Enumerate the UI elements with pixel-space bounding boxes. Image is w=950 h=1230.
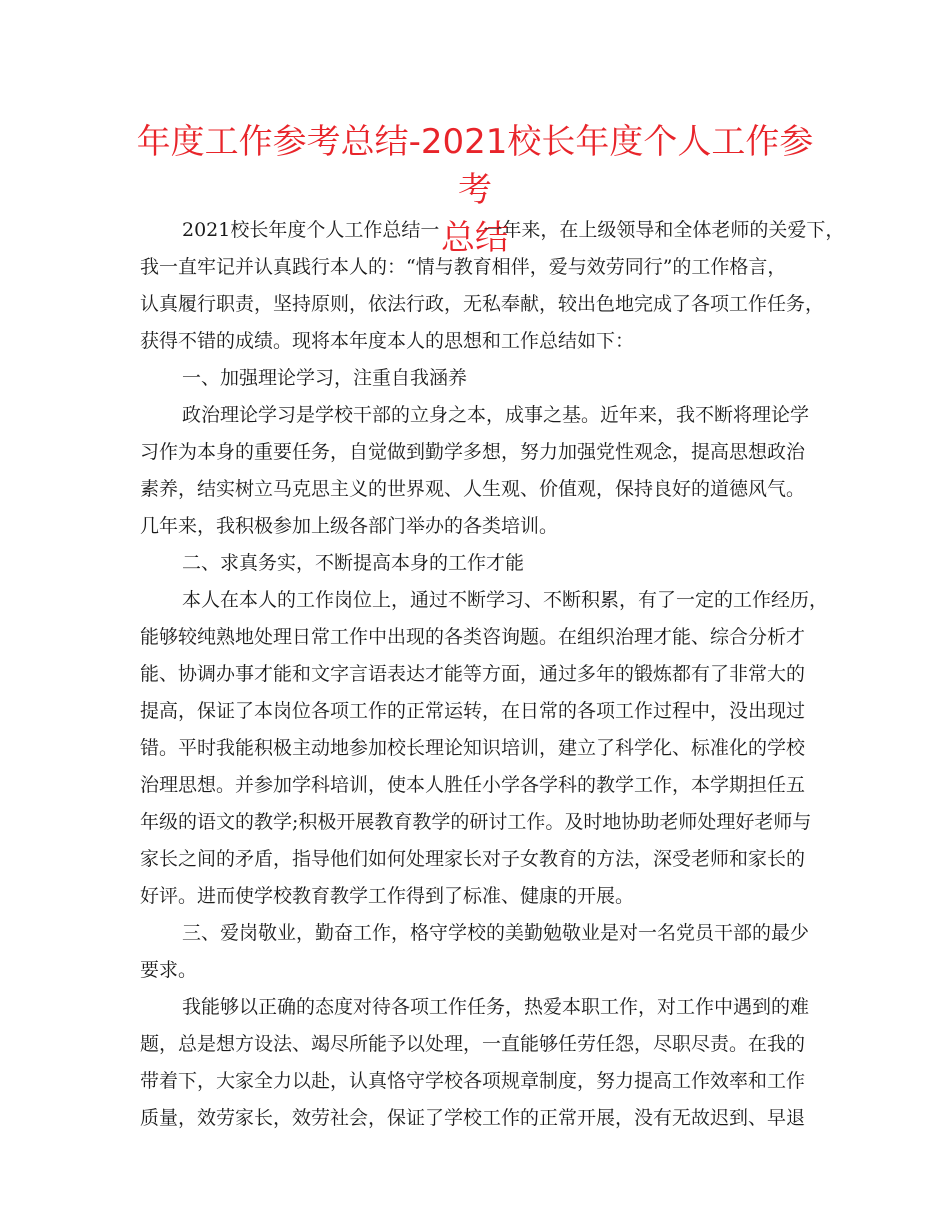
- section-heading: 一、加强理论学习，注重自我涵养: [182, 367, 468, 389]
- body-line: 习作为本身的重要任务，自觉做到勤学多想，努力加强党性观念，提高思想政治: [140, 441, 806, 463]
- title-line-1: 年度工作参考总结-2021校长年度个人工作参考: [136, 122, 814, 210]
- body-line-part: 2021校长年度个人工作总结一: [182, 219, 440, 241]
- body-line: 要求。: [140, 959, 198, 981]
- body-line: 我能够以正确的态度对待各项工作任务，热爱本职工作，对工作中遇到的难: [182, 996, 810, 1018]
- body-line: 好评。进而使学校教育教学工作得到了标准、健康的开展。: [140, 885, 635, 907]
- body-line: 能、协调办事才能和文字言语表达才能等方面，通过多年的锻炼都有了非常大的: [140, 663, 806, 685]
- section-heading: 二、求真务实，不断提高本身的工作才能: [182, 552, 525, 574]
- body-line: 提高，保证了本岗位各项工作的正常运转，在日常的各项工作过程中，没出现过: [140, 700, 806, 722]
- body-line: 题，总是想方设法、竭尽所能予以处理，一直能够任劳任怨，尽职尽责。在我的: [140, 1033, 806, 1055]
- body-line: 认真履行职责，坚持原则，依法行政，无私奉献，较出色地完成了各项工作任务，: [140, 293, 825, 315]
- section-heading: 三、爱岗敬业，勤奋工作，格守学校的美勤勉敬业是对一名党员干部的最少: [182, 922, 810, 944]
- body-line: 政治理论学习是学校干部的立身之本，成事之基。近年来，我不断将理论学: [182, 404, 810, 426]
- body-line: [140, 212, 845, 249]
- body-line: 家长之间的矛盾，指导他们如何处理家长对子女教育的方法，深受老师和家长的: [140, 848, 806, 870]
- body-line-part: 一年来，在上级领导和全体老师的关爱下，: [483, 219, 845, 241]
- body-line: 素养，结实树立马克思主义的世界观、人生观、价值观，保持良好的道德风气。: [140, 478, 806, 500]
- title-line-2: 总结: [441, 218, 509, 258]
- body-line: 年级的语文的教学;积极开展教育教学的研讨工作。及时地协助老师处理好老师与: [140, 811, 812, 833]
- body-line: 质量，效劳家长，效劳社会，保证了学校工作的正常开展，没有无故迟到、早退: [140, 1107, 806, 1129]
- body-line: 错。平时我能积极主动地参加校长理论知识培训，建立了科学化、标准化的学校: [140, 737, 806, 759]
- document-body: [140, 212, 845, 1137]
- body-line: 本人在本人的工作岗位上，通过不断学习、不断积累，有了一定的工作经历，: [182, 589, 829, 611]
- body-line: 几年来，我积极参加上级各部门举办的各类培训。: [140, 515, 559, 537]
- body-line: 能够较纯熟地处理日常工作中出现的各类咨询题。在组织治理才能、综合分析才: [140, 626, 806, 648]
- body-line: 带着下，大家全力以赴，认真恪守学校各项规章制度，努力提高工作效率和工作: [140, 1070, 806, 1092]
- body-line: 治理思想。并参加学科培训，使本人胜任小学各学科的教学工作，本学期担任五: [140, 774, 806, 796]
- body-line: 获得不错的成绩。现将本年度本人的思想和工作总结如下：: [140, 330, 635, 352]
- body-line: 我一直牢记并认真践行本人的：“情与教育相伴，爱与效劳同行”的工作格言，: [140, 256, 787, 278]
